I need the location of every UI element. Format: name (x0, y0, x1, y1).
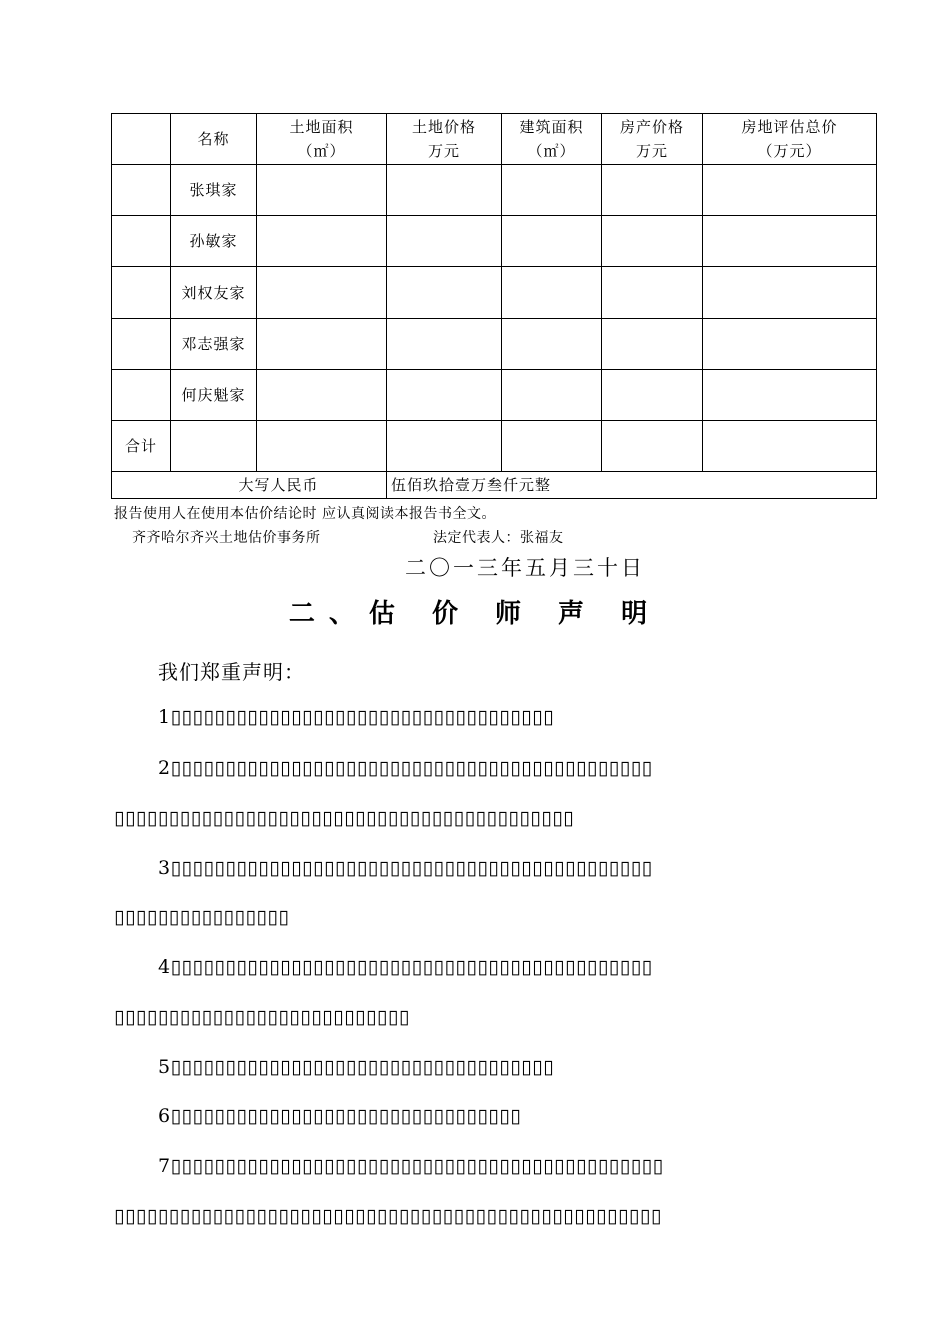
header-name-label: 名称 (197, 130, 230, 148)
table-divider (256, 113, 257, 472)
table-row-name: 邓志强家 (181, 335, 246, 353)
declaration-item-4-cont: ▯▯▯▯▯▯▯▯▯▯▯▯▯▯▯▯▯▯▯▯▯▯▯▯▯▯▯ (114, 1006, 410, 1028)
header-total-value-label: 房地评估总价 (741, 118, 838, 136)
header-total-value (703, 114, 876, 164)
declaration-item-7-cont: ▯▯▯▯▯▯▯▯▯▯▯▯▯▯▯▯▯▯▯▯▯▯▯▯▯▯▯▯▯▯▯▯▯▯▯▯▯▯▯▯▯▯▯▯▯▯▯▯▯▯ (114, 1205, 662, 1227)
table-divider (601, 113, 602, 472)
declaration-item-3-cont: ▯▯▯▯▯▯▯▯▯▯▯▯▯▯▯▯ (114, 906, 290, 928)
header-land-price-label: 土地价格 (411, 118, 476, 136)
declaration-item-4: 4▯▯▯▯▯▯▯▯▯▯▯▯▯▯▯▯▯▯▯▯▯▯▯▯▯▯▯▯▯▯▯▯▯▯▯▯▯▯▯▯▯▯▯▯ (158, 956, 653, 978)
header-building-area (502, 114, 601, 164)
table-row-name: 刘权友家 (181, 283, 246, 302)
valuation-table (111, 113, 877, 499)
header-total-value-unit: （万元） (757, 142, 822, 160)
declaration-item-3: 3▯▯▯▯▯▯▯▯▯▯▯▯▯▯▯▯▯▯▯▯▯▯▯▯▯▯▯▯▯▯▯▯▯▯▯▯▯▯▯▯▯▯▯▯ (158, 857, 653, 879)
table-divider (386, 113, 387, 499)
usage-note: 报告使用人在使用本估价结论时 应认真阅读本报告书全文。 (114, 506, 496, 522)
table-row-name: 张琪家 (189, 181, 238, 199)
declaration-item-7: 7▯▯▯▯▯▯▯▯▯▯▯▯▯▯▯▯▯▯▯▯▯▯▯▯▯▯▯▯▯▯▯▯▯▯▯▯▯▯▯▯▯▯▯▯▯ (158, 1155, 664, 1177)
header-land-area-label: 土地面积 (289, 118, 354, 136)
section-title: 二、估 价 师 声 明 (288, 599, 662, 629)
table-row-name: 何庆魁家 (181, 386, 246, 404)
total-label: 合计 (124, 437, 157, 455)
report-date: 二〇一三年五月三十日 (405, 556, 645, 580)
declaration-intro: 我们郑重声明： (158, 660, 305, 684)
declaration-item-2: 2▯▯▯▯▯▯▯▯▯▯▯▯▯▯▯▯▯▯▯▯▯▯▯▯▯▯▯▯▯▯▯▯▯▯▯▯▯▯▯▯▯▯▯▯ (158, 757, 653, 779)
declaration-item-2-cont: ▯▯▯▯▯▯▯▯▯▯▯▯▯▯▯▯▯▯▯▯▯▯▯▯▯▯▯▯▯▯▯▯▯▯▯▯▯▯▯▯▯▯ (114, 807, 575, 829)
declaration-item-1: 1▯▯▯▯▯▯▯▯▯▯▯▯▯▯▯▯▯▯▯▯▯▯▯▯▯▯▯▯▯▯▯▯▯▯▯ (158, 706, 555, 728)
table-border-right (876, 113, 877, 499)
table-divider (702, 113, 703, 472)
capital-amount-label: 大写人民币 (238, 476, 319, 494)
header-land-area (257, 114, 386, 164)
declaration-item-5: 5▯▯▯▯▯▯▯▯▯▯▯▯▯▯▯▯▯▯▯▯▯▯▯▯▯▯▯▯▯▯▯▯▯▯▯ (158, 1056, 555, 1078)
table-row-name: 孙敏家 (189, 232, 238, 250)
header-property-price-unit: 万元 (635, 142, 668, 160)
header-land-area-unit: （㎡） (297, 142, 346, 160)
table-row-line (111, 420, 877, 421)
table-border-bottom (111, 498, 877, 499)
header-building-area-label: 建筑面积 (519, 118, 584, 136)
declaration-item-6: 6▯▯▯▯▯▯▯▯▯▯▯▯▯▯▯▯▯▯▯▯▯▯▯▯▯▯▯▯▯▯▯▯ (158, 1105, 522, 1127)
header-property-price (602, 114, 702, 164)
header-building-area-unit: （㎡） (527, 142, 576, 160)
table-divider (501, 113, 502, 472)
header-property-price-label: 房产价格 (619, 118, 684, 136)
header-land-price-unit: 万元 (427, 142, 460, 160)
legal-representative: 法定代表人：张福友 (433, 530, 564, 546)
header-land-price (387, 114, 501, 164)
header-name (171, 114, 256, 164)
capital-amount-value: 伍佰玖拾壹万叁仟元整 (391, 476, 552, 494)
firm-name: 齐齐哈尔齐兴土地估价事务所 (132, 530, 321, 546)
